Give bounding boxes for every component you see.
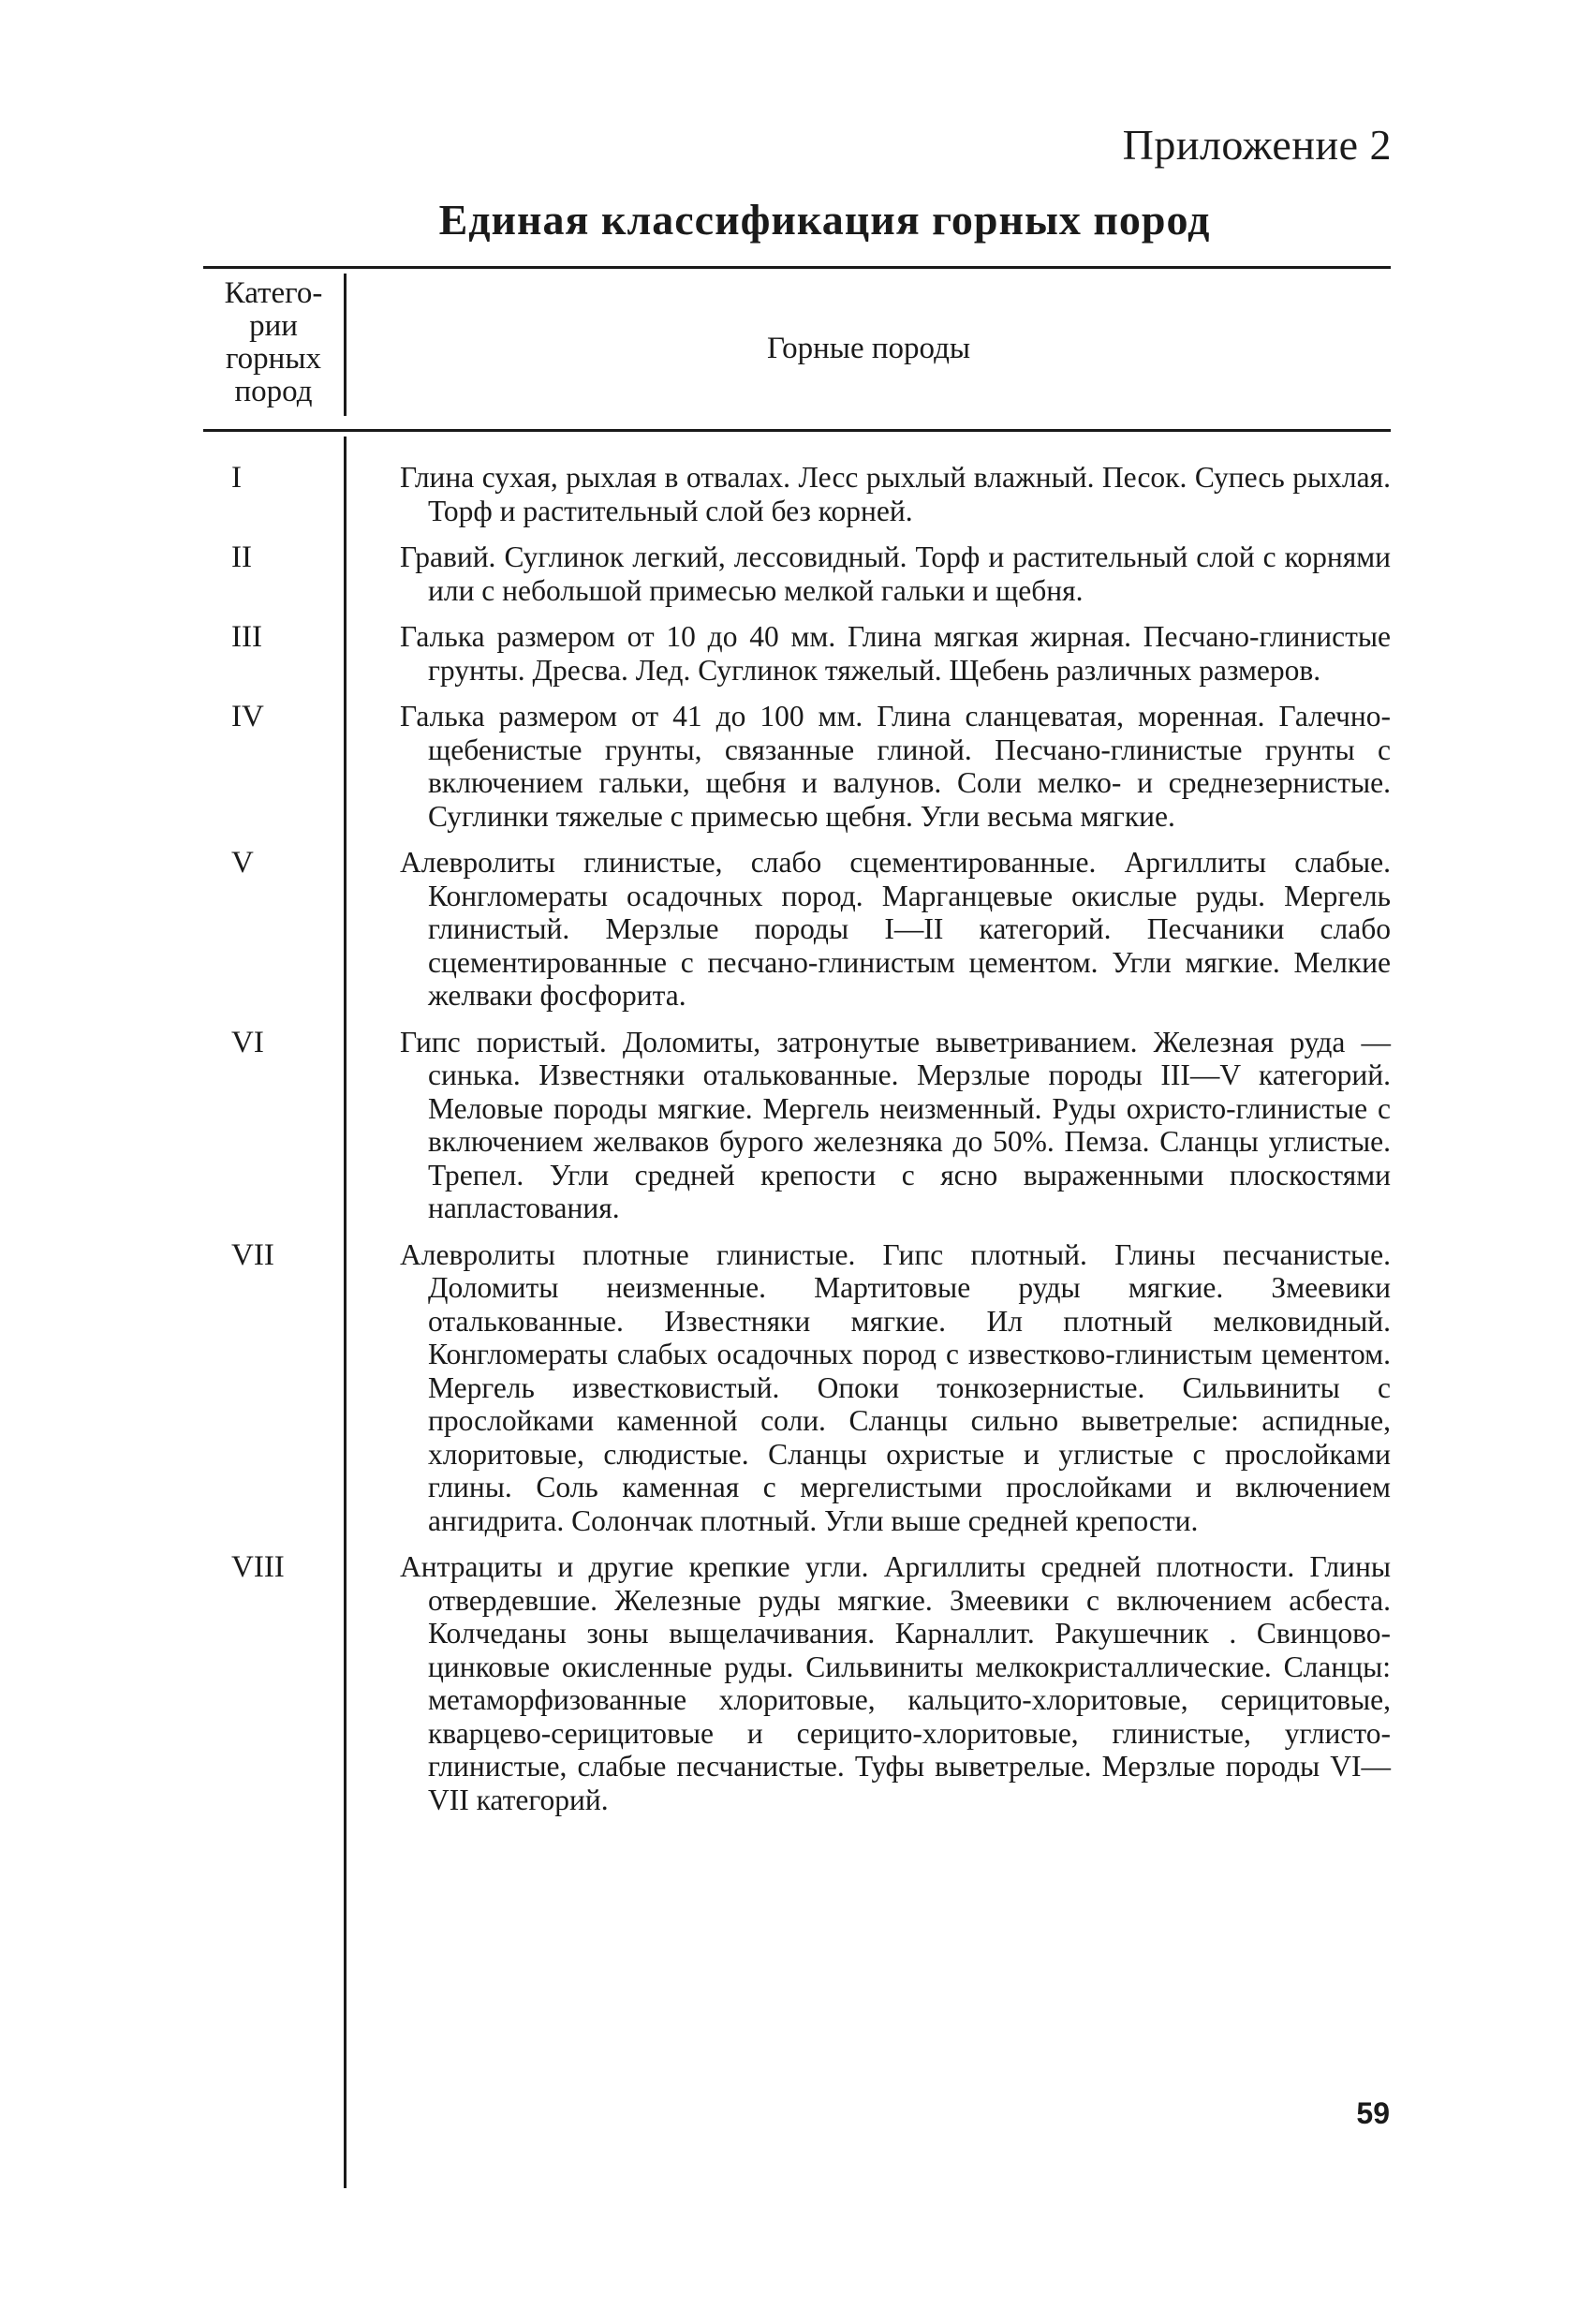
rocks-cell: [344, 540, 1391, 607]
rocks-cell: [344, 1026, 1391, 1225]
table-top-rule: [203, 266, 1391, 269]
rocks-cell: [344, 620, 1391, 687]
category-cell: I: [231, 461, 242, 495]
rocks-cell: [344, 700, 1391, 833]
table-row: [203, 461, 1391, 527]
rocks-text: Глина сухая, рыхлая в отвалах. Лесс рыхлый влажный. Песок. Супесь рыхлая. Торф и растительный слой без корней.: [400, 461, 1391, 527]
column-header-category: Катего- рии горных пород: [224, 276, 323, 408]
category-cell: IV: [231, 700, 264, 733]
table-header-rule: [203, 429, 1391, 432]
document-title: [0, 195, 1593, 244]
table-row: [203, 620, 1391, 687]
table-row: [203, 846, 1391, 1013]
table-row: [203, 540, 1391, 607]
rocks-text: Алевролиты глинистые, слабо сцементированные. Аргиллиты слабые. Конгломераты осадочных пород. Марганцевые окислые руды. Мергель глинистый. Мерзлые породы I—II категорий. Песчаники слабо сцементированные с песчано-глинистым цементом. Угли мягкие. Мелкие желваки фосфорита.: [400, 846, 1391, 1012]
rocks-text: Гравий. Суглинок легкий, лессовидный. Торф и растительный слой с корнями или с небольшой примесью мелкой гальки и щебня.: [400, 540, 1391, 607]
table-row: [203, 1238, 1391, 1538]
appendix-label: Приложение 2: [1122, 121, 1392, 169]
category-cell: II: [231, 540, 252, 574]
rocks-cell: [344, 846, 1391, 1013]
table-row: [203, 700, 1391, 833]
table-body: [203, 461, 1391, 1829]
rocks-text: Гипс пористый. Доломиты, затронутые выветриванием. Железная руда — синька. Известняки отальковaнные. Мерзлые породы III—V категорий. Меловые породы мягкие. Мергель неизменный. Руды охристо-глинистые с включением желваков бурого железняка до 50%. Пемза. Сланцы углистые. Трепел. Угли средней крепости с ясно выраженными плоскостями напластования.: [400, 1025, 1391, 1224]
rocks-cell: [344, 461, 1391, 527]
rocks-text: Галька размером от 41 до 100 мм. Глина сланцеватая, моренная. Галечно-щебенистые грунты, связанные глиной. Песчано-глинистые грунты с включением гальки, щебня и валунов. Соли мелко- и среднезернистые. Суглинки тяжелые с примесью щебня. Угли весьма мягкие.: [400, 700, 1391, 833]
category-cell: VIII: [231, 1550, 285, 1584]
rocks-cell: [344, 1238, 1391, 1538]
rocks-text: Антрациты и другие крепкие угли. Аргиллиты средней плотности. Глины отвердевшие. Железные руды мягкие. Змеевики с включением асбеста. Колчеданы зоны выщелачивания. Карналлит. Ракушечник . Свинцово-цинковые окисленные руды. Сильвиниты мелкокристаллические. Сланцы: метаморфизованные хлоритовые, кальцито-хлоритовые, серицитовые, кварцево-серицитовые и серицито-хлоритовые, глинистые, углисто-глинистые, слабые песчанистые. Туфы выветрелые. Мерзлые породы VI—VII категорий.: [400, 1550, 1391, 1816]
category-cell: VI: [231, 1025, 264, 1059]
category-cell: VII: [231, 1237, 274, 1272]
rocks-text: Алевролиты плотные глинистые. Гипс плотный. Глины песчанистые. Доломиты неизменные. Мартитовые руды мягкие. Змеевики отальковaнные. Известняки мягкие. Ил плотный мелковидный. Конгломераты слабых осадочных пород с известково-глинистым цементом. Мергель известковистый. Опоки тонкозернистые. Сильвиниты с прослойками каменной соли. Сланцы сильно выветрелые: аспидные, хлоритовые, слюдистые. Сланцы охристые и углистые с прослойками глины. Соль каменная с мергелистыми прослойками и включением ангидрита. Солончак плотный. Угли выше средней крепости.: [400, 1237, 1391, 1537]
column-header-rocks: Горные породы: [766, 332, 971, 365]
rocks-cell: [344, 1550, 1391, 1816]
category-cell: III: [231, 620, 262, 654]
table-row: [203, 1026, 1391, 1225]
page-number: 59: [1356, 2096, 1390, 2130]
document-title-text: Единая классификация горных пород: [438, 196, 1211, 244]
category-cell: V: [231, 846, 254, 880]
rocks-text: Галька размером от 10 до 40 мм. Глина мягкая жирная. Песчано-глинистые грунты. Дресва. Лед. Суглинок тяжелый. Щебень различных размеров.: [400, 620, 1391, 687]
table-row: [203, 1550, 1391, 1816]
